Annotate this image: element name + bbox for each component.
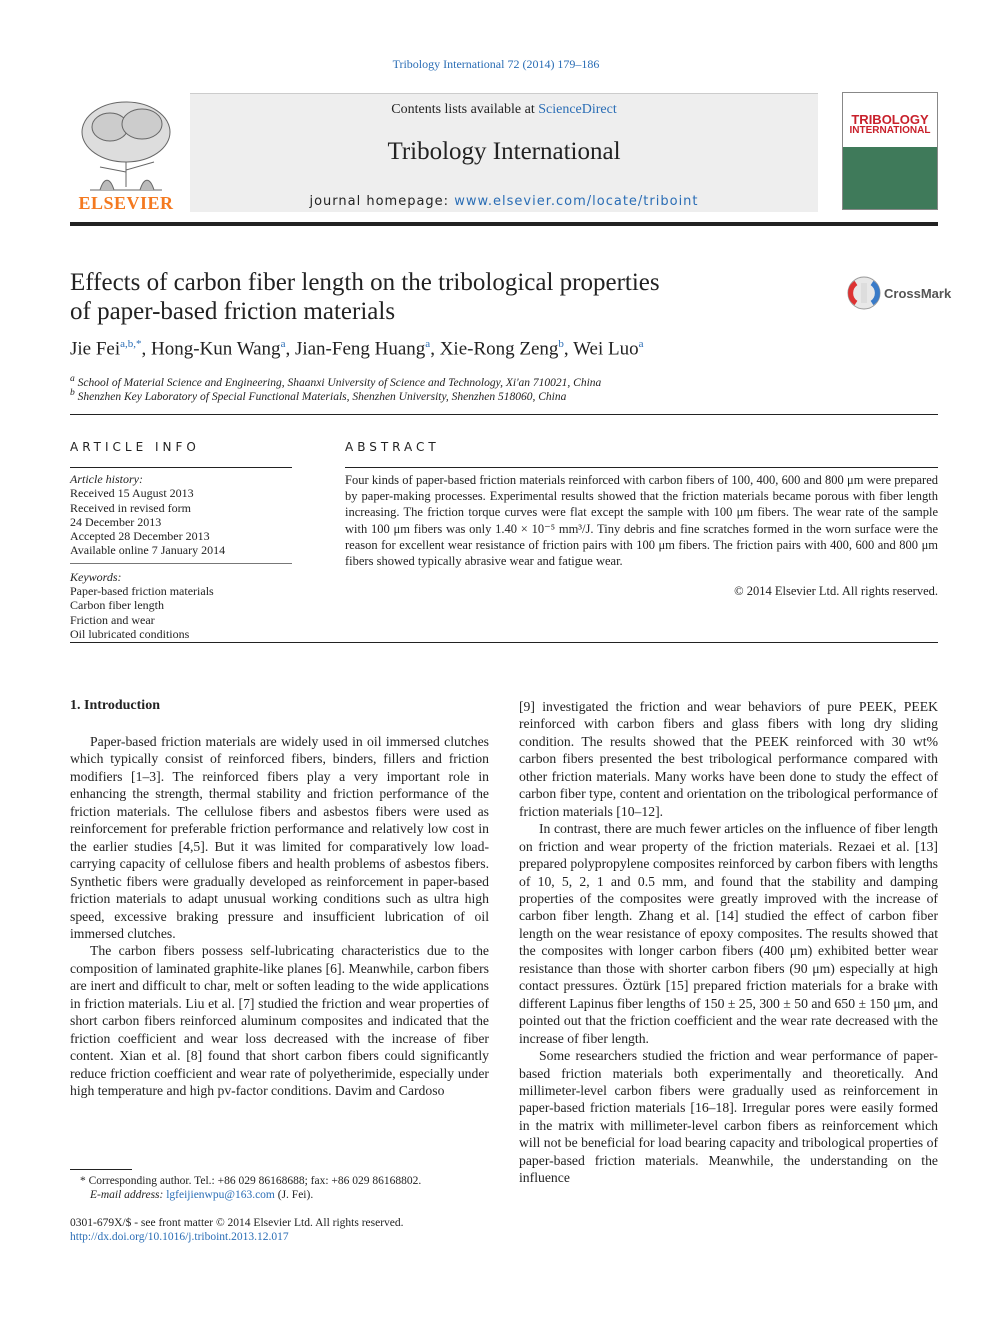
footnote-contact: * Corresponding author. Tel.: +86 029 86168688; fax: +86 029 86168802.: [80, 1175, 422, 1187]
article-info-heading: ARTICLE INFO: [70, 440, 200, 454]
keyword: Friction and wear: [70, 612, 155, 627]
author-name[interactable]: Wei Luo: [573, 338, 639, 360]
author-affil-marker[interactable]: b: [558, 338, 564, 350]
keywords-label: Keywords:: [70, 569, 122, 584]
journal-title: Tribology International: [387, 138, 621, 165]
email-label: E-mail address:: [90, 1189, 167, 1201]
affiliation-text: Shenzhen Key Laboratory of Special Functional Materials, Shenzhen University, Shenzhen 518060, China: [77, 390, 567, 403]
email-suffix: (J. Fei).: [274, 1189, 314, 1201]
affiliation: [70, 387, 930, 403]
author-name[interactable]: Hong-Kun Wang: [151, 338, 281, 360]
abstract-text: Four kinds of paper-based friction materials reinforced with carbon fibers of 100, 400, 600 and 800 μm were prepared by paper-making processes. Experimental results showed that the friction materials became porous with fiber length increasing. The friction torque curves were flat except the sample with 100 μm fibers. The wear rate of the sample with 100 μm fibers was only 1.40 × 10⁻⁵ mm³/J. Tiny debris and fine scratches formed in the worn surface were the reason for excellent wear resistance of friction pairs with 100 μm fibers. The friction pairs with 400, 600 and 800 μm fibers showed typically abrasive wear and fatigue wear.: [345, 473, 938, 569]
corresponding-author-footnote: [70, 1174, 490, 1202]
author-affil-marker[interactable]: a,b,*: [120, 338, 142, 350]
author-affil-marker[interactable]: a: [638, 338, 644, 350]
body-paragraph: In contrast, there are much fewer articles on the influence of fiber length on friction and wear property of the friction materials. Rezaei et al. [13] prepared polypropylene composites reinforced by carbon fibers with lengths of 10, 5, 2, 1 and 0.5 mm, and found that the stability and damping properties of the composites were greatly improved with the increase of carbon fiber length. Zhang et al. [14] studied the effect of carbon fiber length on the wear resistance of epoxy composites. The results showed that the composites with longer carbon fibers (400 μm) exhibited better wear resistance than those with shorter carbon fibers (90 μm) especially at high contact pressures. Öztürk [15] prepared friction materials for a brake with different Lapinus fiber lengths of 150 ± 25, 300 ± 50 and 650 ± 150 μm, and pointed out that the friction coefficient and the wear rate decreased with the increase of fiber length.: [519, 821, 938, 1046]
history-item: Received 15 August 2013: [70, 486, 194, 501]
journal-cover[interactable]: [842, 92, 938, 210]
cover-title-tribology: TRIBOLOGY: [851, 112, 929, 127]
body-paragraph: Some researchers studied the friction and wear performance of paper-based friction materials both experimentally and theoretically. And millimeter-level carbon fibers were gradually used as reinforcement in paper-based friction materials [16–18]. Irregular pores were easily formed in the matrix with millimeter-level carbon fibers as reinforcement which will not be beneficial for load bearing capacity and tribological properties of paper-based friction materials. Meanwhile, the understanding on the influence: [519, 1048, 938, 1186]
body-paragraph: The carbon fibers possess self-lubricating characteristics due to the composition of laminated graphite-like planes [6]. Meanwhile, carbon fibers are inert and difficult to char, melt or soften leading to the wide applications in friction materials. Liu et al. [7] studied the friction and wear properties of short carbon fibers reinforced aluminum composites and indicated that the friction coefficient and wear loss decreased with the increase of fiber content. Xian et al. [8] found that short carbon fibers could significantly reduce friction coefficient and wear rate of polyetherimide, especially under high temperature and high pv-factor conditions. Davim and Cardoso: [70, 943, 489, 1099]
author-separator: ,: [141, 338, 152, 360]
article-info: [70, 472, 292, 641]
journal-header: [190, 93, 818, 212]
doi-link[interactable]: http://dx.doi.org/10.1016/j.triboint.2013.12.017: [70, 1231, 289, 1243]
section-heading-introduction: 1. Introduction: [70, 698, 160, 713]
homepage-link[interactable]: www.elsevier.com/locate/triboint: [454, 194, 699, 209]
author-name[interactable]: Jian-Feng Huang: [294, 338, 426, 360]
elsevier-wordmark: ELSEVIER: [78, 193, 174, 213]
body-column-right: [519, 698, 938, 1187]
sciencedirect-link[interactable]: ScienceDirect: [538, 102, 617, 117]
header-divider: [70, 222, 938, 226]
journal-citation[interactable]: Tribology International 72 (2014) 179–186: [392, 57, 600, 71]
keyword: Carbon fiber length: [70, 598, 164, 613]
footnote-rule: [70, 1169, 132, 1170]
history-label: Article history:: [70, 472, 143, 486]
affiliation-marker: a: [70, 373, 75, 384]
author-name[interactable]: Jie Fei: [70, 338, 121, 360]
body-column-left: [70, 733, 489, 1100]
affiliation-marker: b: [70, 387, 75, 398]
keyword: Oil lubricated conditions: [70, 626, 190, 641]
article-info-divider: [70, 467, 292, 468]
crossmark-label[interactable]: CrossMark: [884, 286, 952, 301]
abstract-end-divider: [70, 642, 938, 643]
history-item: Available online 7 January 2014: [70, 543, 226, 558]
affiliation-text: School of Material Science and Engineering, Shaanxi University of Science and Technology, Xi'an 710021, China: [77, 376, 602, 389]
crossmark-icon[interactable]: [846, 275, 882, 311]
keyword: Paper-based friction materials: [70, 584, 214, 599]
issn-line: 0301-679X/$ - see front matter © 2014 Elsevier Ltd. All rights reserved.: [70, 1217, 404, 1229]
homepage-label: journal homepage:: [309, 194, 455, 209]
author-affil-marker[interactable]: a: [425, 338, 431, 350]
author-separator: ,: [563, 338, 574, 360]
affiliation-divider: [70, 414, 938, 415]
article-identifiers: [70, 1216, 490, 1244]
abstract-copyright: © 2014 Elsevier Ltd. All rights reserved.: [734, 584, 938, 598]
author-separator: ,: [430, 338, 440, 360]
contents-label: Contents lists available at: [391, 102, 539, 117]
cover-title-international: INTERNATIONAL: [849, 125, 931, 136]
history-item: Accepted 28 December 2013: [70, 529, 210, 544]
journal-homepage: [190, 194, 818, 209]
title-line-1: Effects of carbon fiber length on the tribological properties: [70, 269, 660, 296]
article-title: [70, 268, 770, 326]
author-affil-marker[interactable]: a: [280, 338, 286, 350]
email-link[interactable]: lgfeijienwpu@163.com: [166, 1189, 275, 1201]
author-name[interactable]: Xie-Rong Zeng: [439, 338, 559, 360]
body-paragraph: Paper-based friction materials are widely used in oil immersed clutches which typically consist of reinforced fibers, binders, fillers and friction modifiers [1–3]. The reinforced fibers play a very important role in enhancing the strength, thermal stability and friction performance of the friction materials. The cellulose fibers and asbestos fibers were used as reinforcement for preferable friction performance and relatively low cost in the earlier studies [4,5]. But it was limited for comparatively low load-carrying capacity of cellulose fibers and health problems of asbestos fibers. Synthetic fibers were gradually developed as reinforcement in paper-based friction materials to adapt unusual working conditions such as ultra high speed, excessive braking pressure and insufficient lubrication of oil immersed clutches.: [70, 734, 489, 941]
info-divider: [70, 563, 292, 564]
body-paragraph: [9] investigated the friction and wear behaviors of pure PEEK, PEEK reinforced with carbon fibers and glass fibers with long dry sliding condition. The results showed that the PEEK reinforced with 30 wt% carbon fibers presented the best tribological performance compared with other friction materials. Many works have been done to study the effect of carbon fiber type, content and orientation on the tribological performance of friction materials [10–12].: [519, 699, 938, 819]
cover-band: [843, 147, 937, 209]
contents-line: [190, 102, 818, 118]
history-item: 24 December 2013: [70, 514, 162, 529]
abstract-heading: ABSTRACT: [345, 440, 440, 454]
abstract-divider: [345, 467, 938, 468]
history-item: Received in revised form: [70, 500, 191, 515]
author-separator: ,: [285, 338, 295, 360]
author-list: [70, 338, 870, 360]
title-line-2: of paper-based friction materials: [70, 298, 396, 325]
